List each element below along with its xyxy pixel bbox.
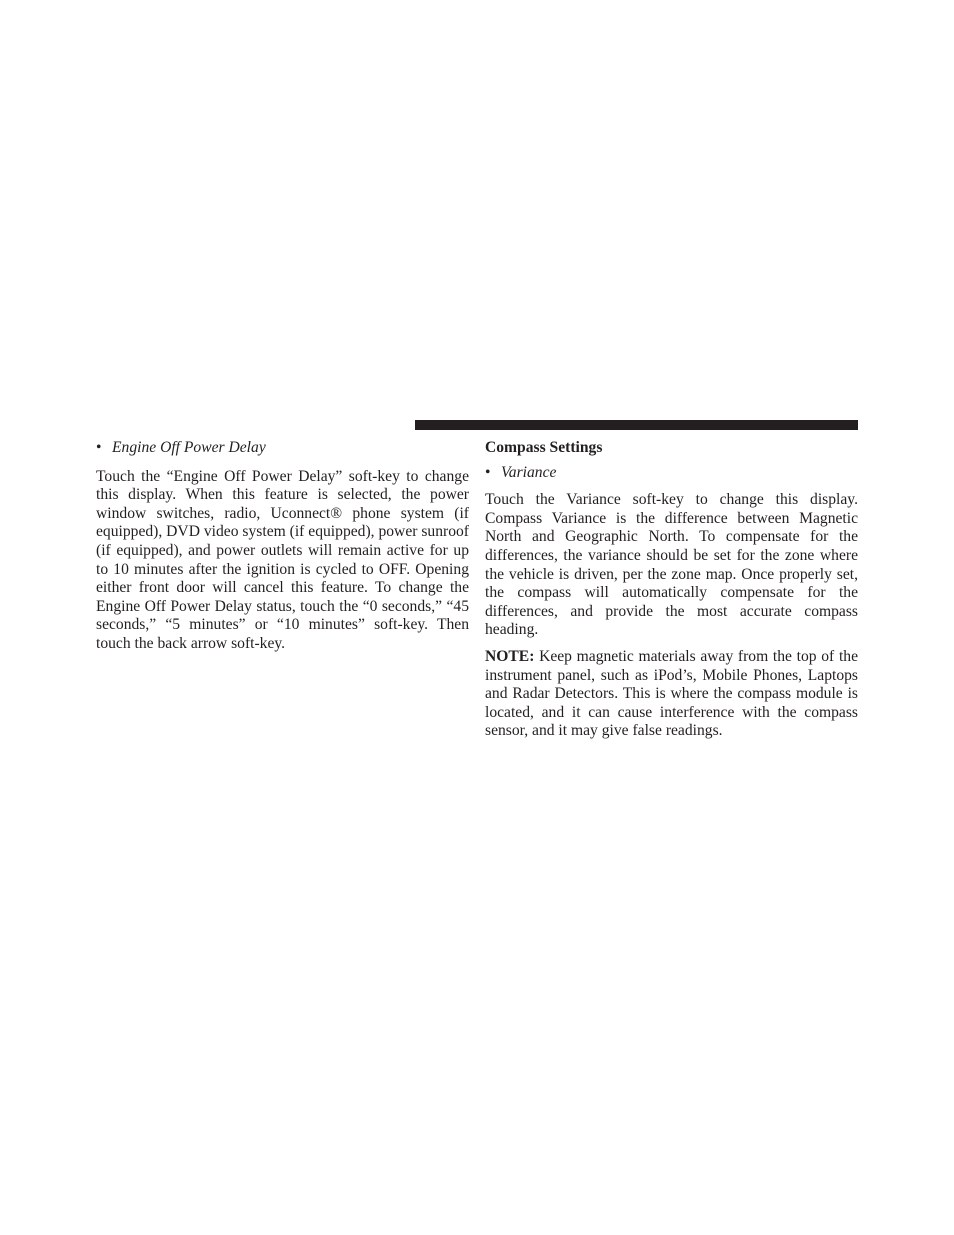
bullet-item-engine-off-power-delay: [96, 438, 469, 458]
bullet-icon: •: [96, 439, 102, 456]
note-text: Keep magnetic materials away from the top of the instrument panel, such as iPod’s, Mobile Phones, Laptops and Radar Detectors. This is where the compass module is located, and it can cause interference with the compass sensor, and it may give false readings.: [485, 647, 858, 740]
section-rule: [415, 420, 858, 430]
note-paragraph: [485, 648, 858, 741]
bullet-item-variance: [485, 464, 858, 483]
left-column: [96, 438, 469, 654]
right-column: [485, 438, 858, 741]
engine-off-power-delay-paragraph: Touch the “Engine Off Power Delay” soft-key to change this display. When this feature is selected, the power window switches, radio, Uconnect® phone system (if equipped), DVD video system (if equipped), power sunroof (if equipped), and power outlets will remain active for up to 10 minutes after the ignition is cycled to OFF. Opening either front door will cancel this feature. To change the Engine Off Power Delay status, touch the “0 seconds,” “45 seconds,” “5 minutes” or “10 minutes” soft-key. Then touch the back arrow soft-key.: [96, 467, 469, 652]
note-label: NOTE:: [485, 647, 535, 665]
bullet-label: Variance: [501, 463, 557, 481]
bullet-icon: •: [485, 463, 491, 481]
bullet-label: Engine Off Power Delay: [112, 439, 266, 456]
compass-settings-heading: Compass Settings: [485, 439, 603, 456]
variance-paragraph: Touch the Variance soft-key to change this display. Compass Variance is the difference between Magnetic North and Geographic North. To compensate for the differences, the variance should be set for the zone where the vehicle is driven, per the zone map. Once properly set, the compass will automatically compensate for the differences, and provide the most accurate compass heading.: [485, 491, 858, 639]
